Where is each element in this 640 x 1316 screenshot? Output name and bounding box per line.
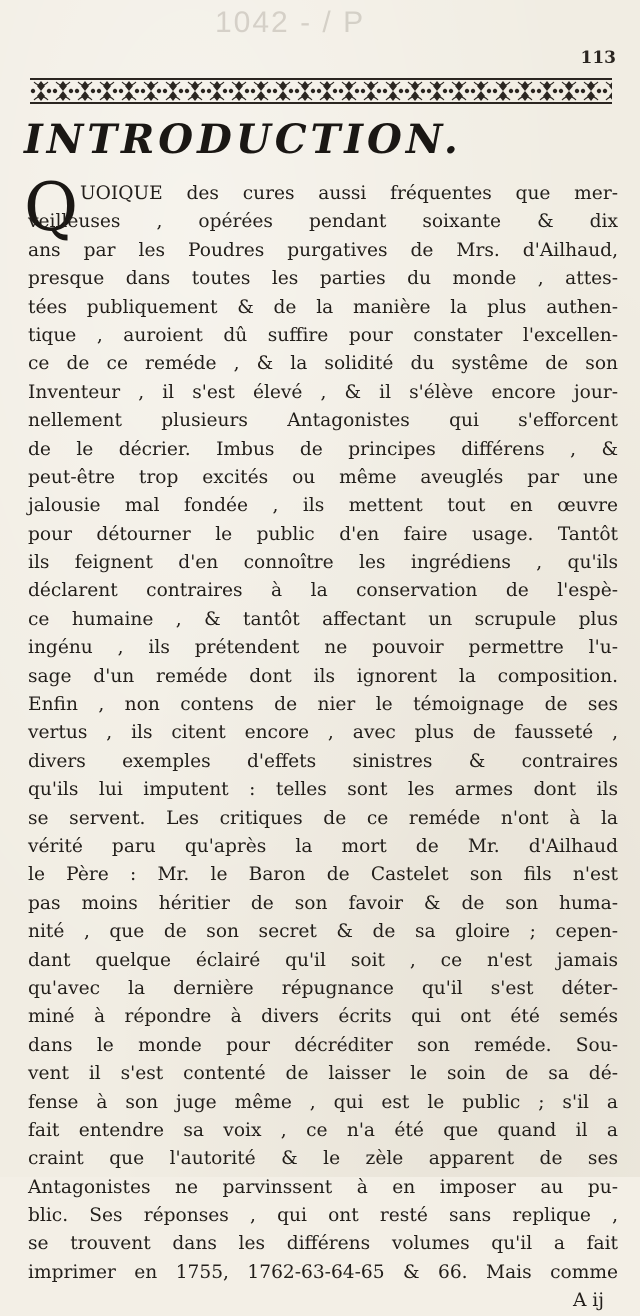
text-line: tique , auroient dû suffire pour constater l'excellen- bbox=[28, 324, 618, 346]
text-line: sage d'un reméde dont ils ignorent la composition. bbox=[28, 665, 618, 687]
ornament-border bbox=[30, 78, 612, 104]
text-line: tées publiquement & de la manière la plus authen- bbox=[28, 296, 618, 318]
text-line: de le décrier. Imbus de principes différens , & bbox=[28, 438, 618, 460]
text-line: blic. Ses réponses , qui ont resté sans replique , bbox=[28, 1205, 618, 1227]
text-line: pas moins héritier de son favoir & de son huma- bbox=[28, 892, 618, 914]
text-line: ingénu , ils prétendent ne pouvoir permettre l'u- bbox=[28, 637, 618, 659]
text-line: veilleuses , opérées pendant soixante & dix bbox=[28, 211, 618, 233]
text-line: nellement plusieurs Antagonistes qui s'efforcent bbox=[28, 410, 618, 432]
signature-mark: A ij bbox=[572, 1290, 604, 1312]
text-line: UOIQUE des cures aussi fréquentes que mer- bbox=[80, 183, 618, 204]
text-line: qu'avec la dernière répugnance qu'il s'est déter- bbox=[28, 977, 618, 999]
text-line: Antagonistes ne parvinssent à en imposer au pu- bbox=[28, 1176, 618, 1198]
body-text bbox=[28, 180, 618, 1316]
text-line: ce de ce reméde , & la solidité du systême de son bbox=[28, 353, 618, 375]
text-line: miné à répondre à divers écrits qui ont été semés bbox=[28, 1006, 618, 1028]
chapter-title: INTRODUCTION. bbox=[24, 116, 462, 163]
text-line: se servent. Les critiques de ce reméde n'ont à la bbox=[28, 807, 618, 829]
text-line: vertus , ils citent encore , avec plus de fausseté , bbox=[28, 722, 618, 744]
text-line: nité , que de son secret & de sa gloire ; cepen- bbox=[28, 921, 618, 943]
page-number: 113 bbox=[580, 48, 616, 68]
text-line: pour détourner le public d'en faire usage. Tantôt bbox=[28, 523, 618, 545]
library-stamp: 1042 - / P bbox=[215, 6, 366, 39]
text-line: dans le monde pour décréditer son reméde. Sou- bbox=[28, 1034, 618, 1056]
text-line: qu'ils lui imputent : telles sont les armes dont ils bbox=[28, 779, 618, 801]
text-line: vent il s'est contenté de laisser le soin de sa dé- bbox=[28, 1063, 618, 1085]
text-line: fait entendre sa voix , ce n'a été que quand il a bbox=[28, 1119, 618, 1141]
text-line: divers exemples d'effets sinistres & contraires bbox=[28, 750, 618, 772]
text-line: déclarent contraires à la conservation de l'espè- bbox=[28, 580, 618, 602]
text-line: le Père : Mr. le Baron de Castelet son fils n'est bbox=[28, 864, 618, 886]
text-line: se trouvent dans les différens volumes qu'il a fait bbox=[28, 1233, 618, 1255]
text-line: Inventeur , il s'est élevé , & il s'élève encore jour- bbox=[28, 381, 618, 403]
text-line: imprimer en 1755, 1762-63-64-65 & 66. Mais comme bbox=[28, 1261, 618, 1283]
text-line: ils feignent d'en connoître les ingrédiens , qu'ils bbox=[28, 552, 618, 574]
text-line: ce humaine , & tantôt affectant un scrupule plus bbox=[28, 608, 618, 630]
text-line: fense à son juge même , qui est le public ; s'il a bbox=[28, 1091, 618, 1113]
text-line: vérité paru qu'après la mort de Mr. d'Ailhaud bbox=[28, 835, 618, 857]
text-line: craint que l'autorité & le zèle apparent de ses bbox=[28, 1148, 618, 1170]
drop-cap: Q bbox=[24, 169, 79, 246]
text-line: jalousie mal fondée , ils mettent tout en œuvre bbox=[28, 495, 618, 517]
text-line: presque dans toutes les parties du monde , attes- bbox=[28, 268, 618, 290]
text-line: dant quelque éclairé qu'il soit , ce n'est jamais bbox=[28, 949, 618, 971]
text-line: Enfin , non contens de nier le témoignage de ses bbox=[28, 694, 618, 716]
text-line: ans par les Poudres purgatives de Mrs. d'Ailhaud, bbox=[28, 239, 618, 261]
text-line: peut-être trop excités ou même aveuglés par une bbox=[28, 466, 618, 488]
